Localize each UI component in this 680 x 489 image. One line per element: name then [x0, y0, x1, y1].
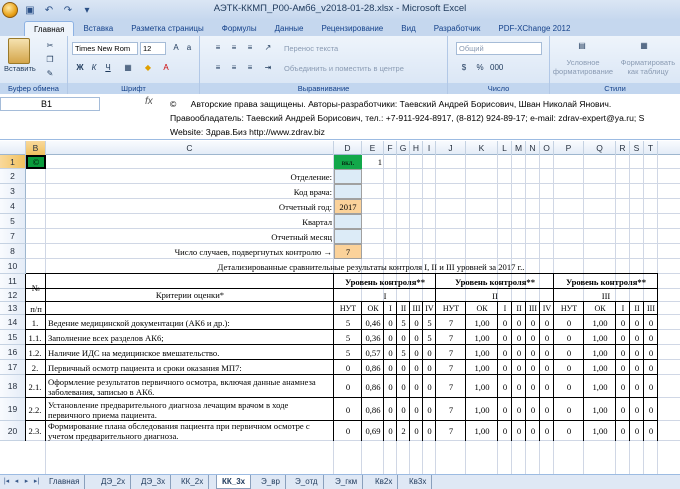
- undo-icon[interactable]: ↶: [44, 4, 54, 16]
- row-0-val-8: 0: [502, 317, 508, 328]
- row-header-2[interactable]: 2: [0, 169, 26, 184]
- subhdr-1-1: ОК: [367, 304, 379, 313]
- row-header-4[interactable]: 4: [0, 199, 26, 214]
- row-1-val-7: 1,00: [474, 332, 490, 343]
- row-1-val-11: 0: [544, 332, 550, 343]
- merge-center-button[interactable]: Объединить и поместить в центре: [284, 64, 404, 73]
- row-4-val-16: 0: [648, 381, 654, 392]
- styles-group: [550, 36, 680, 94]
- row-3-val-11: 0: [544, 362, 550, 373]
- row-2-val-7: 1,00: [474, 347, 490, 358]
- row-5-val-5: 0: [427, 404, 432, 415]
- row-num-6: 2.3.: [28, 426, 42, 436]
- sheet-tab-9[interactable]: Кв3х: [404, 475, 432, 489]
- row-1-val-14: 0: [620, 332, 626, 343]
- alignment-group-label: Выравнивание: [200, 83, 447, 94]
- hdr-level-2: Уровень контроля**: [454, 276, 535, 287]
- row-4-val-8: 0: [502, 381, 508, 392]
- row-0-val-0: 5: [345, 317, 351, 328]
- styles-group-label: Стили: [550, 83, 680, 94]
- percent-icon[interactable]: %: [476, 63, 484, 72]
- formula-input[interactable]: [170, 97, 680, 139]
- row-4-val-9: 0: [516, 381, 522, 392]
- input-report-year[interactable]: 2017: [334, 199, 362, 214]
- align-center-icon[interactable]: ≡: [231, 63, 237, 72]
- row-3-val-10: 0: [530, 362, 536, 373]
- sheet-tab-0[interactable]: Главная: [44, 475, 85, 489]
- tab-insert[interactable]: Вставка: [83, 24, 114, 33]
- row-2-val-14: 0: [620, 347, 626, 358]
- font-size-combo[interactable]: 12: [140, 42, 166, 55]
- row-6-val-14: 0: [620, 426, 626, 436]
- column-header-G[interactable]: G: [397, 141, 410, 155]
- column-header-T[interactable]: T: [644, 141, 658, 155]
- row-criteria-5: Установление предварительного диагноза лечащим врачом в ходе первичного приема пациента.: [48, 399, 289, 420]
- font-color-icon[interactable]: A: [163, 63, 169, 72]
- column-header-J[interactable]: J: [436, 141, 466, 155]
- row-0-val-12: 0: [566, 317, 572, 328]
- row-5-val-8: 0: [502, 404, 508, 415]
- column-header-F[interactable]: F: [384, 141, 397, 155]
- column-header-I[interactable]: I: [423, 141, 436, 155]
- subhdr-2-1: ОК: [476, 304, 488, 313]
- sheet-tab-6[interactable]: Э_отд: [290, 475, 324, 489]
- row-0-val-11: 0: [544, 317, 550, 328]
- row-4-val-5: 0: [427, 381, 432, 392]
- currency-icon[interactable]: $: [461, 63, 467, 72]
- row-5-val-14: 0: [620, 404, 626, 415]
- row-1-val-16: 0: [648, 332, 654, 343]
- row-0-val-16: 0: [648, 317, 654, 328]
- row-2-val-9: 0: [516, 347, 522, 358]
- row-2-val-13: 1,00: [592, 347, 608, 358]
- subhdr-2-3: II: [516, 304, 522, 313]
- align-bottom-icon[interactable]: ≡: [247, 43, 253, 52]
- row-0-val-2: 0: [388, 317, 393, 328]
- subhdr-1-0: НУТ: [339, 304, 357, 313]
- clipboard-group: [0, 36, 68, 94]
- title-bar: [0, 0, 680, 20]
- row-2-val-15: 0: [634, 347, 640, 358]
- column-header-H[interactable]: H: [410, 141, 423, 155]
- sheet-tab-7[interactable]: Э_гкм: [330, 475, 363, 489]
- row-6-val-5: 0: [427, 426, 432, 436]
- row-criteria-6: Формирование плана обследования пациента при первичном осмотре с учетом предварительного диагноза.: [48, 421, 310, 441]
- row-4-val-15: 0: [634, 381, 640, 392]
- comma-icon[interactable]: 000: [490, 63, 504, 72]
- sheet-tab-3[interactable]: КК_2х: [176, 475, 209, 489]
- row-6-val-9: 0: [516, 426, 522, 436]
- sheet-tab-5[interactable]: Э_вр: [256, 475, 286, 489]
- row-6-val-1: 0,69: [365, 426, 381, 436]
- row-4-val-3: 0: [401, 381, 406, 392]
- row-3-val-16: 0: [648, 362, 654, 373]
- subhdr-3-4: III: [647, 304, 655, 313]
- shrink-font-icon[interactable]: a: [186, 43, 192, 52]
- row-4-val-14: 0: [620, 381, 626, 392]
- row-5-val-12: 0: [566, 404, 572, 415]
- row-4-val-1: 0,86: [365, 381, 381, 392]
- row-6-val-6: 7: [448, 426, 454, 436]
- fill-color-icon[interactable]: ◆: [144, 63, 152, 72]
- row-3-val-8: 0: [502, 362, 508, 373]
- row-criteria-4: Оформление результатов первичного осмотра, включая данные анамнеза заболевания, записью в АК6.: [48, 376, 316, 397]
- row-5-val-3: 0: [401, 404, 406, 415]
- ribbon-tabs: [0, 20, 680, 36]
- table-heading: Детализированные сравнительные результаты контроля I, II и III уровней за 2017 г..: [217, 261, 525, 272]
- row-5-val-0: 0: [345, 404, 351, 415]
- hdr-level-num-1: I: [383, 290, 387, 301]
- subhdr-3-1: ОК: [594, 304, 606, 313]
- row-4-val-7: 1,00: [474, 381, 490, 392]
- row-3-val-1: 0,86: [365, 362, 381, 373]
- row-num-3: 2.: [31, 362, 39, 373]
- input-cases[interactable]: 7: [334, 244, 362, 259]
- formula-line-2: Правообладатель: Таевский Андрей Борисович, тел.: +7-911-924-8917, (8-812) 924-89-17; e-mail: zdrav-expert@ya.ru; S: [170, 113, 645, 123]
- row-1-val-2: 0: [388, 332, 393, 343]
- redo-icon[interactable]: ↷: [63, 4, 73, 16]
- row-5-val-4: 0: [414, 404, 419, 415]
- subhdr-1-5: IV: [425, 304, 434, 313]
- row-num-0: 1.: [31, 317, 39, 328]
- row-2-val-10: 0: [530, 347, 536, 358]
- font-group-label: Шрифт: [68, 83, 199, 94]
- label-quarter: Квартал: [302, 216, 332, 227]
- row-6-val-13: 1,00: [592, 426, 608, 436]
- row-header-20[interactable]: 20: [0, 421, 26, 441]
- italic-icon[interactable]: К: [91, 63, 97, 72]
- hdr-level-1: Уровень контроля**: [344, 276, 425, 287]
- name-box[interactable]: B1: [0, 97, 100, 111]
- hdr-level-num-2: II: [492, 290, 498, 301]
- label-cases: Число случаев, подвергнутых контролю →: [174, 246, 332, 257]
- row-5-val-9: 0: [516, 404, 522, 415]
- row-4-val-12: 0: [566, 381, 572, 392]
- ribbon: [0, 36, 680, 94]
- subhdr-2-2: I: [503, 304, 507, 313]
- row-header-11[interactable]: 11: [0, 274, 26, 289]
- row-0-val-3: 5: [401, 317, 406, 328]
- row-0-val-7: 1,00: [474, 317, 490, 328]
- row-2-val-0: 5: [345, 347, 351, 358]
- row-4-val-10: 0: [530, 381, 536, 392]
- format-painter-icon[interactable]: ✎: [46, 69, 54, 78]
- underline-icon[interactable]: Ч: [105, 63, 111, 72]
- row-header-12[interactable]: 12: [0, 289, 26, 302]
- select-all-corner[interactable]: [0, 141, 26, 155]
- row-0-val-1: 0,46: [365, 317, 381, 328]
- row-2-val-4: 0: [414, 347, 419, 358]
- column-header-K[interactable]: K: [466, 141, 498, 155]
- row-2-val-12: 0: [566, 347, 572, 358]
- subhdr-2-4: III: [529, 304, 537, 313]
- subhdr-3-0: НУТ: [560, 304, 578, 313]
- row-1-val-0: 5: [345, 332, 351, 343]
- row-header-10[interactable]: 10: [0, 259, 26, 274]
- column-header-E[interactable]: E: [362, 141, 384, 155]
- number-group: [448, 36, 550, 94]
- row-criteria-3: Первичный осмотр пациента и сроки оказания МП7:: [48, 362, 242, 373]
- cut-icon[interactable]: ✂: [46, 41, 54, 50]
- last-sheet-icon[interactable]: ▸|: [33, 478, 40, 485]
- column-header-C[interactable]: C: [46, 141, 334, 155]
- tab-home[interactable]: Главная: [24, 21, 74, 36]
- label-doctor-code: Код врача:: [293, 186, 332, 197]
- row-header-3[interactable]: 3: [0, 184, 26, 199]
- subhdr-1-3: II: [400, 304, 407, 313]
- save-icon[interactable]: ▣: [25, 4, 35, 16]
- tab-view[interactable]: Вид: [401, 24, 416, 33]
- row-3-val-12: 0: [566, 362, 572, 373]
- align-left-icon[interactable]: ≡: [215, 63, 221, 72]
- number-group-label: Число: [448, 83, 549, 94]
- row-0-val-15: 0: [634, 317, 640, 328]
- row-3-val-14: 0: [620, 362, 626, 373]
- row-0-val-9: 0: [516, 317, 522, 328]
- column-header-Q[interactable]: Q: [584, 141, 616, 155]
- tab-developer[interactable]: Разработчик: [433, 24, 481, 33]
- row-3-val-4: 0: [414, 362, 419, 373]
- row-2-val-3: 5: [401, 347, 406, 358]
- subhdr-2-0: НУТ: [442, 304, 460, 313]
- column-header-D[interactable]: D: [334, 141, 362, 155]
- row-6-val-2: 0: [388, 426, 393, 436]
- row-1-val-6: 7: [448, 332, 454, 343]
- row-5-val-1: 0,86: [365, 404, 381, 415]
- row-1-val-12: 0: [566, 332, 572, 343]
- input-report-month[interactable]: [334, 229, 362, 244]
- input-department[interactable]: [334, 169, 362, 184]
- row-header-7[interactable]: 7: [0, 229, 26, 244]
- row-criteria-2: Наличие ИДС на медицинское вмешательство.: [48, 347, 220, 358]
- row-num-4: 2.1.: [28, 381, 42, 392]
- next-sheet-icon[interactable]: ▸: [24, 478, 29, 485]
- bold-icon[interactable]: Ж: [76, 63, 84, 72]
- formula-bar: [0, 95, 680, 140]
- row-header-15[interactable]: 15: [0, 330, 26, 345]
- tab-review[interactable]: Рецензирование: [321, 24, 384, 33]
- row-1-val-15: 0: [634, 332, 640, 343]
- cell-e1: 1: [377, 157, 382, 167]
- sheet-tab-2[interactable]: ДЭ_3х: [136, 475, 171, 489]
- sheet-tab-8[interactable]: Кв2х: [370, 475, 398, 489]
- row-2-val-5: 0: [427, 347, 432, 358]
- row-0-val-6: 7: [448, 317, 454, 328]
- subhdr-2-5: IV: [542, 304, 552, 313]
- row-header-18[interactable]: 18: [0, 375, 26, 398]
- input-quarter[interactable]: [334, 214, 362, 229]
- window-title: АЭТК-ККМП_P00-Амб6_v2018-01-28.xlsx - Microsoft Excel: [213, 3, 467, 14]
- row-header-17[interactable]: 17: [0, 360, 26, 375]
- subhdr-3-2: I: [621, 304, 625, 313]
- worksheet-grid[interactable]: [0, 141, 680, 474]
- row-4-val-11: 0: [544, 381, 550, 392]
- indent-icon[interactable]: ⇥: [264, 63, 272, 72]
- row-1-val-4: 0: [414, 332, 419, 343]
- row-3-val-6: 7: [448, 362, 454, 373]
- tab-pdf-xchange[interactable]: PDF-XChange 2012: [498, 24, 571, 33]
- row-6-val-4: 0: [414, 426, 419, 436]
- label-report-month: Отчетный месяц: [271, 231, 332, 242]
- row-0-val-10: 0: [530, 317, 536, 328]
- row-2-val-6: 7: [448, 347, 454, 358]
- row-6-val-10: 0: [530, 426, 536, 436]
- conditional-format-button[interactable]: Условное форматирование: [552, 58, 614, 76]
- subhdr-1-2: I: [389, 304, 392, 313]
- alignment-group: [200, 36, 448, 94]
- row-2-val-8: 0: [502, 347, 508, 358]
- label-department: Отделение:: [290, 171, 332, 182]
- hdr-no: №: [31, 283, 41, 293]
- row-1-val-13: 1,00: [592, 332, 608, 343]
- format-as-table-button[interactable]: Форматировать как таблицу: [620, 58, 676, 76]
- conditional-format-icon[interactable]: ▤: [578, 41, 586, 50]
- row-4-val-2: 0: [388, 381, 393, 392]
- row-header-8[interactable]: 8: [0, 244, 26, 259]
- row-num-1: 1.1.: [28, 332, 42, 343]
- hdr-criteria: Критерии оценки*: [155, 289, 225, 300]
- row-header-16[interactable]: 16: [0, 345, 26, 360]
- column-header-P[interactable]: P: [554, 141, 584, 155]
- tab-page-layout[interactable]: Разметка страницы: [131, 24, 204, 33]
- row-6-val-8: 0: [502, 426, 508, 436]
- format-as-table-icon[interactable]: ▦: [640, 41, 648, 50]
- borders-icon[interactable]: ▦: [124, 63, 132, 72]
- row-0-val-14: 0: [620, 317, 626, 328]
- row-1-val-5: 5: [427, 332, 432, 343]
- row-1-val-1: 0,36: [365, 332, 381, 343]
- row-3-val-7: 1,00: [474, 362, 490, 373]
- row-3-val-3: 0: [401, 362, 406, 373]
- input-doctor-code[interactable]: [334, 184, 362, 199]
- row-1-val-9: 0: [516, 332, 522, 343]
- column-header-S[interactable]: S: [630, 141, 644, 155]
- orientation-icon[interactable]: ↗: [264, 43, 272, 52]
- subhdr-3-3: II: [634, 304, 640, 313]
- formula-line-3: Website: Здрав.Биз http://www.zdrav.biz: [170, 127, 325, 137]
- align-middle-icon[interactable]: ≡: [231, 43, 237, 52]
- cell-b1[interactable]: ©: [26, 155, 46, 169]
- row-1-val-10: 0: [530, 332, 536, 343]
- row-4-val-0: 0: [345, 381, 351, 392]
- row-6-val-15: 0: [634, 426, 640, 436]
- first-sheet-icon[interactable]: |◂: [3, 478, 10, 485]
- align-top-icon[interactable]: ≡: [215, 43, 221, 52]
- row-criteria-1: Заполнение всех разделов АК6;: [48, 332, 164, 343]
- row-4-val-6: 7: [448, 381, 454, 392]
- row-num-2: 1.2.: [28, 347, 42, 358]
- row-header-14[interactable]: 14: [0, 315, 26, 330]
- row-3-val-9: 0: [516, 362, 522, 373]
- font-name-combo[interactable]: Times New Rom: [72, 42, 138, 55]
- row-6-val-3: 2: [401, 426, 406, 436]
- number-format-combo[interactable]: Общий: [456, 42, 542, 55]
- row-0-val-13: 1,00: [592, 317, 608, 328]
- sheet-tab-4[interactable]: КК_3х: [216, 475, 251, 489]
- label-report-year: Отчетный год:: [278, 201, 332, 212]
- row-5-val-11: 0: [544, 404, 550, 415]
- row-5-val-7: 1,00: [474, 404, 490, 415]
- row-6-val-0: 0: [345, 426, 351, 436]
- prev-sheet-icon[interactable]: ◂: [14, 478, 19, 485]
- row-header-19[interactable]: 19: [0, 398, 26, 421]
- customize-qat-icon[interactable]: ▾: [84, 4, 90, 16]
- row-num-5: 2.2.: [28, 404, 42, 415]
- row-3-val-5: 0: [427, 362, 432, 373]
- clipboard-group-label: Буфер обмена: [0, 83, 67, 94]
- row-1-val-3: 0: [401, 332, 406, 343]
- column-header-N[interactable]: N: [526, 141, 540, 155]
- column-header-M[interactable]: M: [512, 141, 526, 155]
- row-2-val-2: 0: [388, 347, 393, 358]
- hdr-level-num-3: III: [601, 290, 611, 301]
- sheet-tabs-bar: [0, 474, 680, 489]
- row-header-5[interactable]: 5: [0, 214, 26, 229]
- sheet-tab-1[interactable]: ДЭ_2х: [96, 475, 131, 489]
- row-6-val-16: 0: [648, 426, 654, 436]
- row-5-val-13: 1,00: [592, 404, 608, 415]
- row-2-val-11: 0: [544, 347, 550, 358]
- row-6-val-11: 0: [544, 426, 550, 436]
- row-5-val-15: 0: [634, 404, 640, 415]
- row-5-val-6: 7: [448, 404, 454, 415]
- paste-button[interactable]: Вставить: [4, 64, 36, 73]
- wrap-text-button[interactable]: Перенос текста: [284, 44, 339, 53]
- row-4-val-4: 0: [414, 381, 419, 392]
- row-0-val-5: 5: [427, 317, 432, 328]
- row-header-13[interactable]: 13: [0, 302, 26, 315]
- row-3-val-13: 1,00: [592, 362, 608, 373]
- column-header-O[interactable]: O: [540, 141, 554, 155]
- hdr-level-3: Уровень контроля**: [565, 276, 646, 287]
- column-header-R[interactable]: R: [616, 141, 630, 155]
- row-5-val-10: 0: [530, 404, 536, 415]
- column-headers: [0, 141, 680, 155]
- cell-d1: вкл.: [334, 155, 362, 169]
- font-group: [68, 36, 200, 94]
- align-right-icon[interactable]: ≡: [247, 63, 253, 72]
- row-3-val-15: 0: [634, 362, 640, 373]
- tab-data[interactable]: Данные: [274, 24, 304, 33]
- grow-font-icon[interactable]: A: [173, 43, 179, 52]
- paste-icon[interactable]: [8, 38, 30, 64]
- row-1-val-8: 0: [502, 332, 508, 343]
- tab-formulas[interactable]: Формулы: [221, 24, 257, 33]
- row-6-val-7: 1,00: [474, 426, 490, 436]
- row-header-1[interactable]: 1: [0, 155, 26, 169]
- column-header-L[interactable]: L: [498, 141, 512, 155]
- hdr-pp: п/п: [30, 303, 42, 314]
- row-criteria-0: Ведение медицинской документации (АК6 и др.):: [48, 317, 230, 328]
- row-4-val-13: 1,00: [592, 381, 608, 392]
- row-2-val-1: 0,57: [365, 347, 381, 358]
- column-header-B[interactable]: B: [26, 141, 46, 155]
- subhdr-1-4: III: [412, 304, 421, 313]
- row-3-val-2: 0: [388, 362, 393, 373]
- row-5-val-2: 0: [388, 404, 393, 415]
- row-6-val-12: 0: [566, 426, 572, 436]
- row-3-val-0: 0: [345, 362, 351, 373]
- insert-function-icon[interactable]: fx: [145, 96, 153, 107]
- row-2-val-16: 0: [648, 347, 654, 358]
- copy-icon[interactable]: ❐: [46, 55, 54, 64]
- row-5-val-16: 0: [648, 404, 654, 415]
- row-0-val-4: 0: [414, 317, 419, 328]
- formula-line-1: © Авторские права защищены. Авторы-разработчики: Таевский Андрей Борисович, Шван Николай Янович.: [170, 99, 612, 109]
